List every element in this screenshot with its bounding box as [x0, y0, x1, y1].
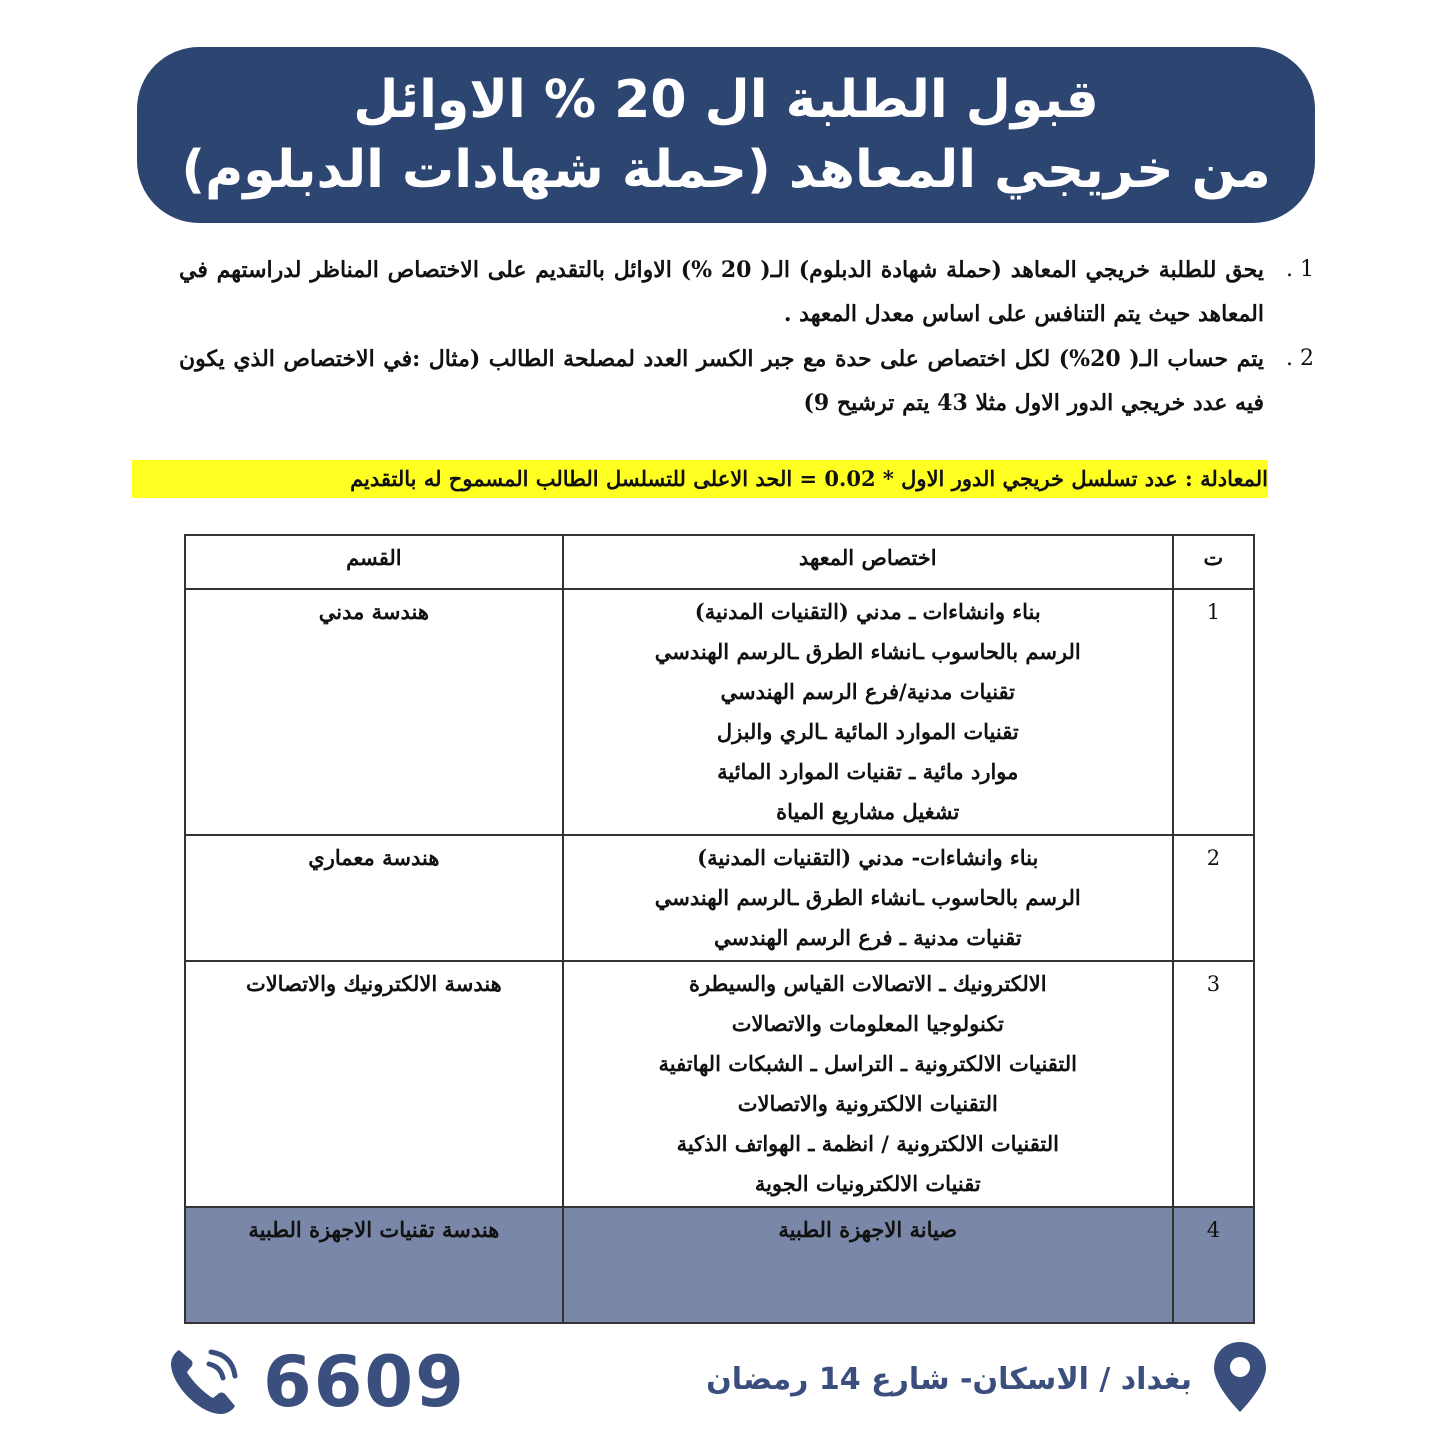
specialty-line: تقنيات الموارد المائية ـالري والبزل: [716, 719, 1019, 744]
specialty-line: الالكترونيك ـ الاتصالات القياس والسيطرة: [688, 971, 1047, 996]
specialty-line: بناء وانشاءات ـ مدني (التقنيات المدنية): [694, 599, 1041, 624]
equation-highlight: المعادلة : عدد تسلسل خريجي الدور الاول * 0.02 = الحد الاعلى للتسلسل الطالب المسموح له بالتقديم: [132, 460, 1268, 498]
footer-phone[interactable]: [165, 1340, 466, 1424]
specialty-line: الرسم بالحاسوب ـانشاء الطرق ـالرسم الهندسي: [654, 885, 1081, 910]
specialty-line: التقنيات الالكترونية ـ التراسل ـ الشبكات الهاتفية: [658, 1051, 1077, 1076]
paragraph-text: يحق للطلبة خريجي المعاهد (حملة شهادة الدبلوم) الـ( 20 %) الاوائل بالتقديم على الاختصاص المناظر لدراستهم في المعاهد حيث يتم التنافس على اساس معدل المعهد .: [179, 257, 1264, 327]
row-department: هندسة مدني: [185, 589, 563, 835]
table-row: [185, 589, 1254, 835]
row-specialties: [563, 589, 1173, 835]
table-row: [185, 961, 1254, 1207]
table-header-row: [185, 535, 1254, 589]
table-row: [185, 835, 1254, 961]
paragraph-number: 2 .: [1286, 346, 1314, 371]
paragraph-1: [179, 248, 1314, 336]
paragraph-number: 1 .: [1286, 257, 1314, 282]
specialty-line: تقنيات مدنية/فرع الرسم الهندسي: [720, 679, 1016, 704]
specialty-line: تقنيات مدنية ـ فرع الرسم الهندسي: [713, 925, 1022, 950]
table-row-highlighted: [185, 1207, 1254, 1323]
location-pin-icon: [1212, 1340, 1268, 1418]
specialty-line: الرسم بالحاسوب ـانشاء الطرق ـالرسم الهندسي: [654, 639, 1081, 664]
row-department: هندسة معماري: [185, 835, 563, 961]
address-text: بغداد / الاسكان- شارع 14 رمضان: [706, 1361, 1192, 1397]
title-line-2: من خريجي المعاهد (حملة شهادات الدبلوم): [181, 140, 1271, 200]
header-dept: القسم: [185, 535, 563, 589]
row-number: 1: [1173, 589, 1254, 835]
specialty-line: بناء وانشاءات- مدني (التقنيات المدنية): [697, 845, 1039, 870]
row-number: 3: [1173, 961, 1254, 1207]
specialty-line: التقنيات الالكترونية والاتصالات: [737, 1091, 998, 1116]
specialty-line: تكنولوجيا المعلومات والاتصالات: [731, 1011, 1004, 1036]
row-number: 4: [1173, 1207, 1254, 1323]
footer-address: [706, 1340, 1268, 1418]
specialty-line: تشغيل مشاريع المياة: [776, 799, 960, 824]
title-line-1: قبول الطلبة ال 20 % الاوائل: [353, 70, 1099, 130]
specialty-line: صيانة الاجهزة الطبية: [778, 1217, 958, 1242]
row-specialties: [563, 1207, 1173, 1323]
row-number: 2: [1173, 835, 1254, 961]
row-specialties: [563, 835, 1173, 961]
row-department: هندسة الالكترونيك والاتصالات: [185, 961, 563, 1207]
paragraph-text: يتم حساب الـ( 20%) لكل اختصاص على حدة مع جبر الكسر العدد لمصلحة الطالب (مثال :في الاختصاص الذي يكون فيه عدد خريجي الدور الاول مثلا 43 يتم ترشيح 9): [179, 346, 1264, 416]
phone-icon: [165, 1340, 245, 1424]
row-specialties: [563, 961, 1173, 1207]
specialty-line: موارد مائية ـ تقنيات الموارد المائية: [717, 759, 1019, 784]
specialty-line: التقنيات الالكترونية / انظمة ـ الهواتف الذكية: [676, 1131, 1059, 1156]
header-num: ت: [1173, 535, 1254, 589]
specialties-table: [184, 534, 1255, 1324]
specialty-line: تقنيات الالكترونيات الجوية: [754, 1171, 981, 1196]
title-banner: [137, 47, 1315, 223]
paragraph-2: [179, 337, 1314, 425]
header-spec: اختصاص المعهد: [563, 535, 1173, 589]
row-department: هندسة تقنيات الاجهزة الطبية: [185, 1207, 563, 1323]
phone-number: 6609: [263, 1341, 466, 1423]
